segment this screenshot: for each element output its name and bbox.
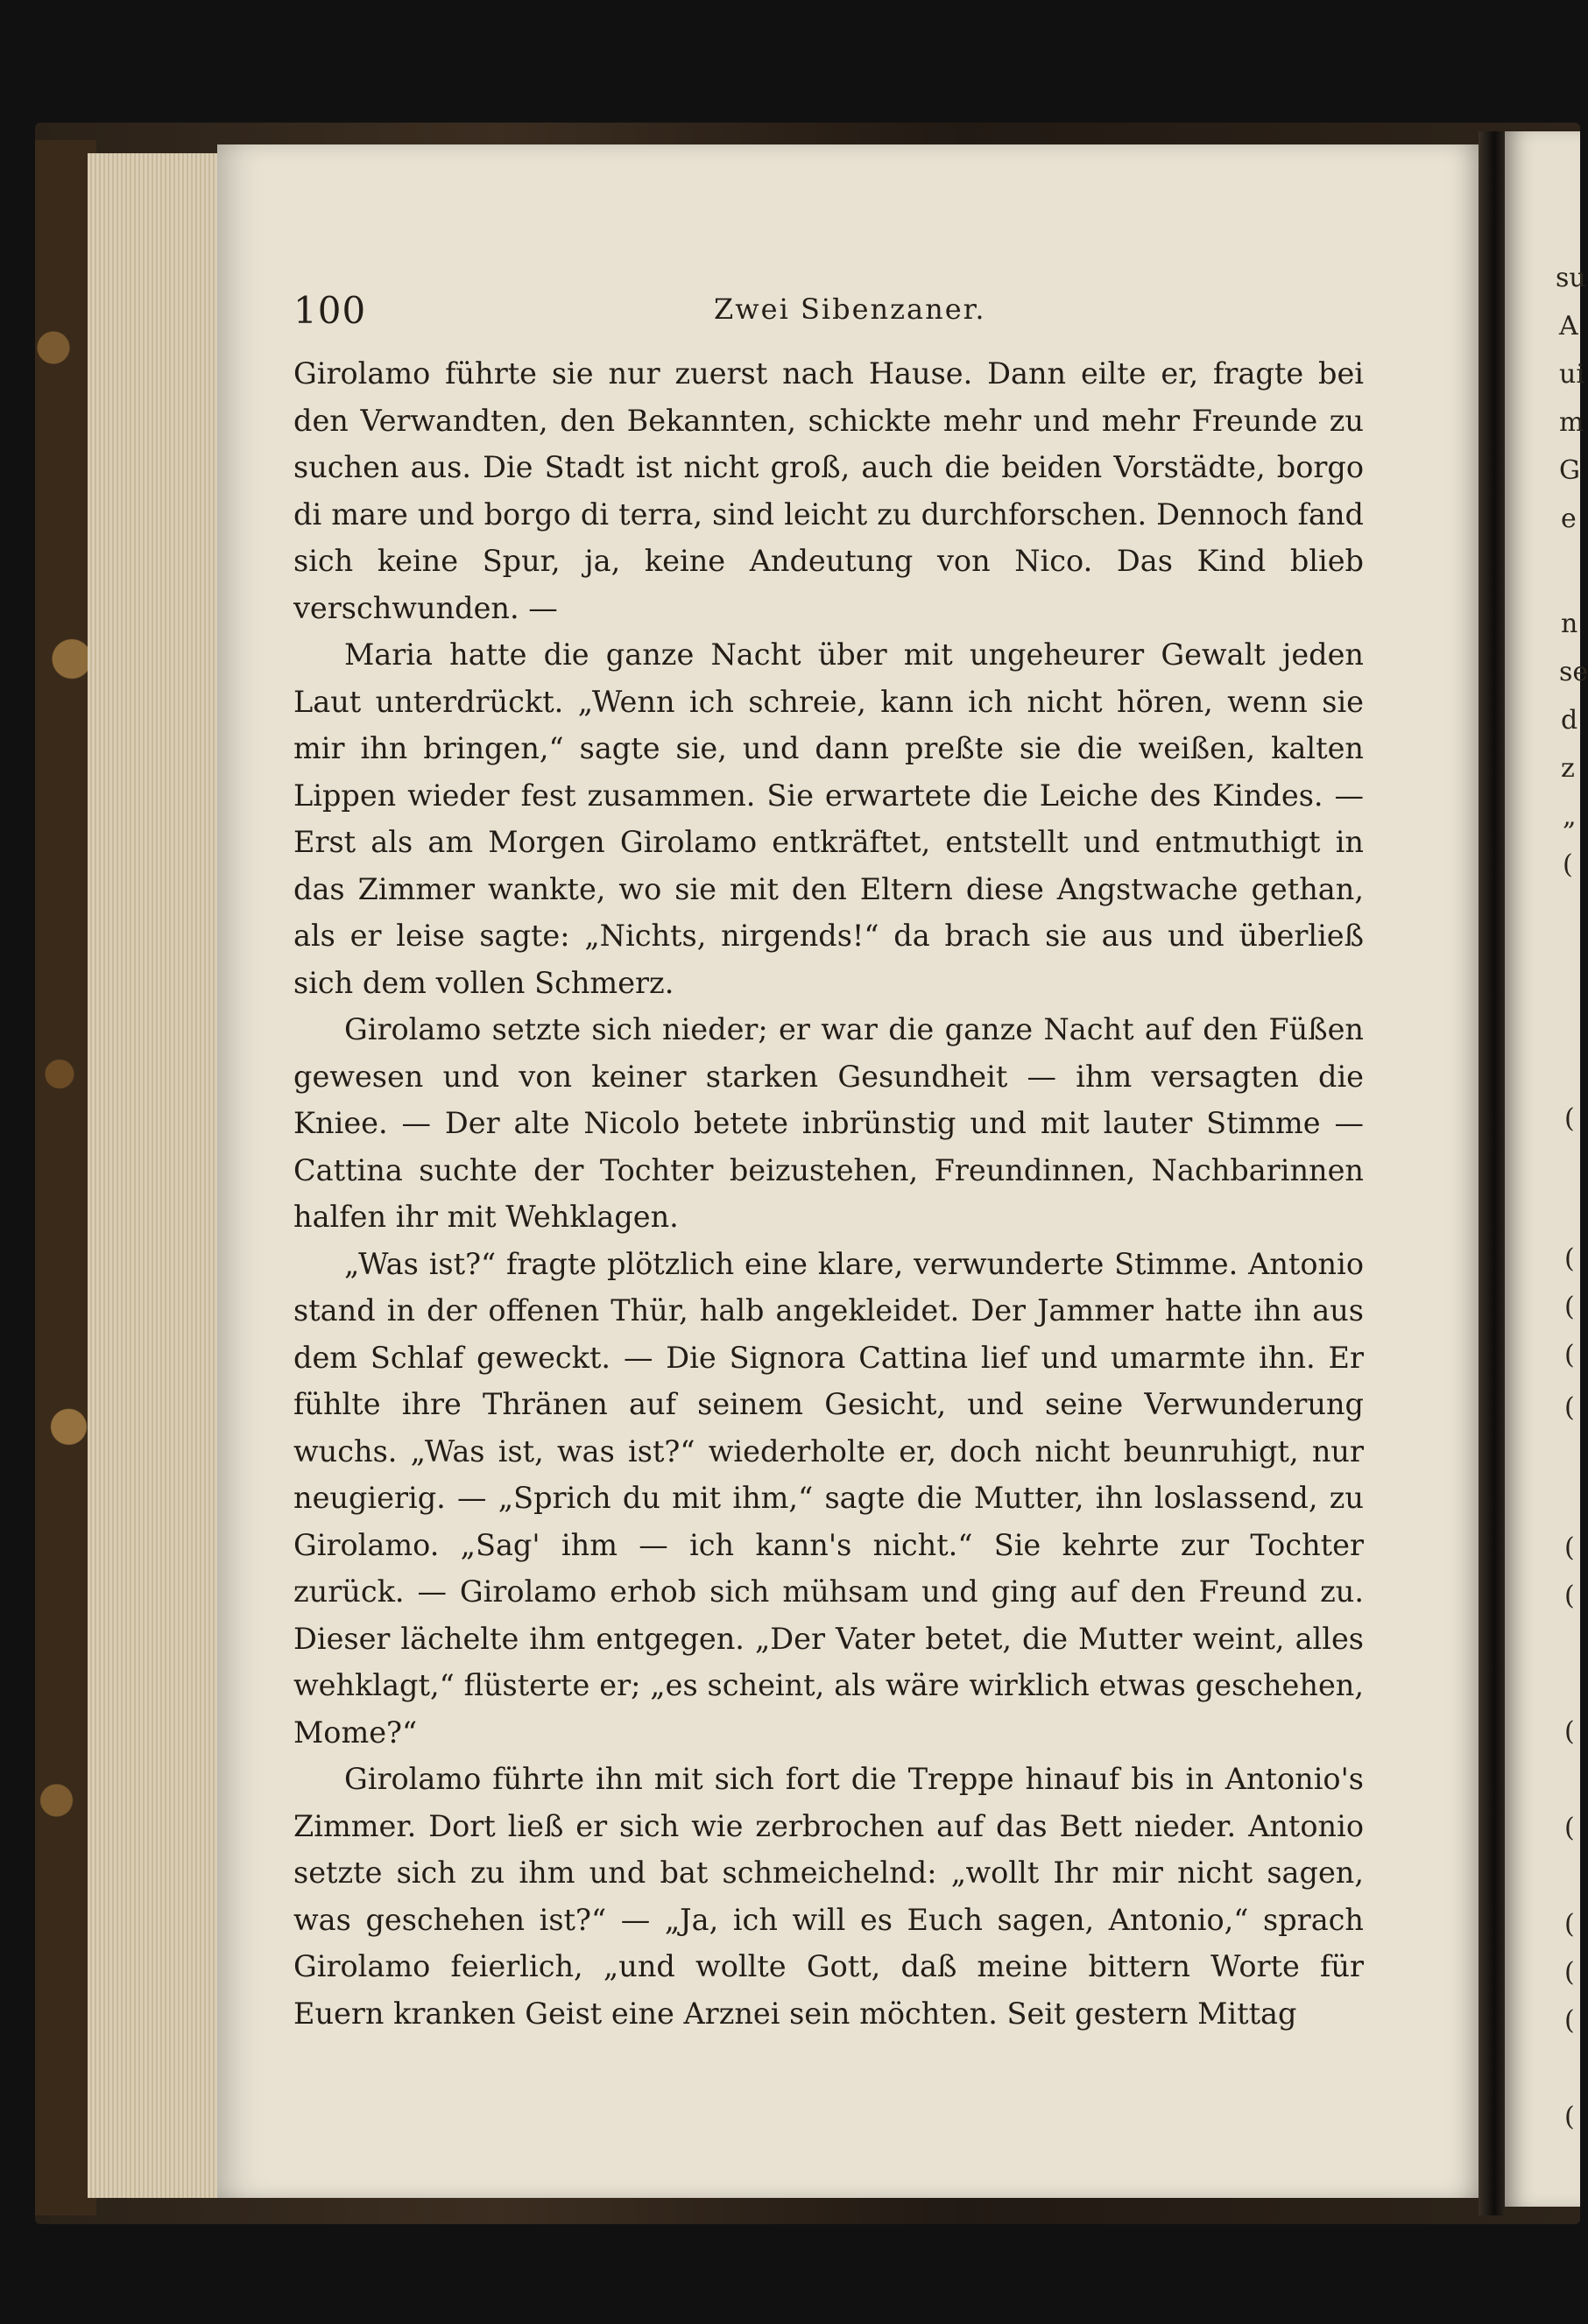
facing-page-fragment: se — [1559, 657, 1588, 687]
facing-page-fragment: su — [1556, 263, 1586, 293]
running-title: Zwei Sibenzaner. — [714, 292, 986, 326]
facing-page-fragment: ( — [1563, 849, 1573, 880]
paragraph: Girolamo setzte sich nieder; er war die ganze Nacht auf den Füßen gewesen und von keiner starken Gesundheit — ihm versagten die Kniee. — Der alte Nicolo betete inbrünstig und mit lauter Stimme — Cattina suchte der Tochter beizustehen, Freundinnen, Nachbarinnen halfen ihr mit Wehklagen. — [293, 1012, 1364, 1234]
facing-page-fragment: ( — [1564, 1581, 1575, 1611]
facing-page-fragment: ( — [1564, 2005, 1575, 2036]
page-header — [293, 289, 1371, 342]
facing-page-fragment: m — [1559, 407, 1584, 438]
facing-page-fragment: ( — [1564, 1340, 1575, 1370]
page-number: 100 — [293, 289, 367, 332]
facing-page — [1505, 131, 1588, 2207]
facing-page-fragment: G — [1559, 455, 1580, 486]
facing-page-fragment: ( — [1564, 1532, 1575, 1563]
facing-page-fragment: ( — [1564, 1813, 1575, 1843]
facing-page-fragment: z — [1561, 753, 1575, 784]
paragraph: „Was ist?“ fragte plötzlich eine klare, verwunderte Stimme. Antonio stand in der offenen Thür, halb angekleidet. Der Jammer hatte ihn aus dem Schlaf geweckt. — Die Signora Cattina lief und umarmte ihn. Er fühlte ihre Thränen auf seinem Gesicht, und seine Verwunderung wuchs. „Was ist, was ist?“ wiederholte er, doch nicht beunruhigt, nur neugierig. — „Sprich du mit ihm,“ sagte die Mutter, ihn loslassend, zu Girolamo. „Sag' ihm — ich kann's nicht.“ Sie kehrte zur Tochter zurück. — Girolamo erhob sich mühsam und ging auf den Freund zu. Dieser lächelte ihm entgegen. „Der Vater betet, die Mutter weint, alles wehklagt,“ flüsterte er; „es scheint, als wäre wirklich etwas geschehen, Mome?“ — [293, 1246, 1364, 1750]
page-edges — [88, 153, 219, 2198]
paragraph: Girolamo führte ihn mit sich fort die Treppe hinauf bis in Antonio's Zimmer. Dort ließ er sich wie zerbrochen auf das Bett nieder. Antonio setzte sich zu ihm und bat schmeichelnd: „wollt Ihr mir nicht sagen, was geschehen ist?“ — „Ja, ich will es Euch sagen, Antonio,“ sprach Girolamo feierlich, „und wollte Gott, daß meine bittern Worte für Euern kranken Geist eine Arznei sein möchten. Seit gestern Mittag — [293, 1762, 1364, 2031]
facing-page-fragment: ( — [1564, 1243, 1575, 1274]
facing-page-fragment: ( — [1564, 1716, 1575, 1747]
paragraph: Girolamo führte sie nur zuerst nach Hause. Dann eilte er, fragte bei den Verwandten, den Bekannten, schickte mehr und mehr Freunde zu suchen aus. Die Stadt ist nicht groß, auch die beiden Vorstädte, borgo di mare und borgo di terra, sind leicht zu durchforschen. Dennoch fand sich keine Spur, ja, keine Andeutung von Nico. Das Kind blieb verschwunden. — — [293, 356, 1364, 625]
facing-page-fragment: e — [1561, 504, 1577, 534]
body-text — [293, 350, 1364, 2037]
facing-page-fragment: ( — [1564, 1103, 1575, 1134]
facing-page-fragment: ( — [1564, 1957, 1575, 1988]
facing-page-fragment: A — [1559, 311, 1578, 342]
facing-page-fragment: ( — [1564, 2102, 1575, 2132]
book-gutter — [1479, 131, 1505, 2215]
facing-page-fragment: „ — [1563, 801, 1577, 832]
facing-page-fragment: ( — [1564, 1392, 1575, 1423]
paragraph: Maria hatte die ganze Nacht über mit ungeheurer Gewalt jeden Laut unterdrückt. „Wenn ich schreie, kann ich nicht hören, wenn sie mir ihn bringen,“ sagte sie, und dann preßte sie die weißen, kalten Lippen wieder fest zusammen. Sie erwartete die Leiche des Kindes. — Erst als am Morgen Girolamo entkräftet, entstellt und entmuthigt in das Zimmer wankte, wo sie mit den Eltern diese Angstwache gethan, als er leise sagte: „Nichts, nirgends!“ da brach sie aus und überließ sich dem vollen Schmerz. — [293, 637, 1364, 1000]
facing-page-fragment: n — [1561, 609, 1578, 639]
facing-page-fragment: ( — [1564, 1909, 1575, 1940]
facing-page-fragment: ui — [1559, 359, 1584, 390]
facing-page-fragment: ( — [1564, 1292, 1575, 1322]
facing-page-fragment: d — [1561, 705, 1578, 736]
